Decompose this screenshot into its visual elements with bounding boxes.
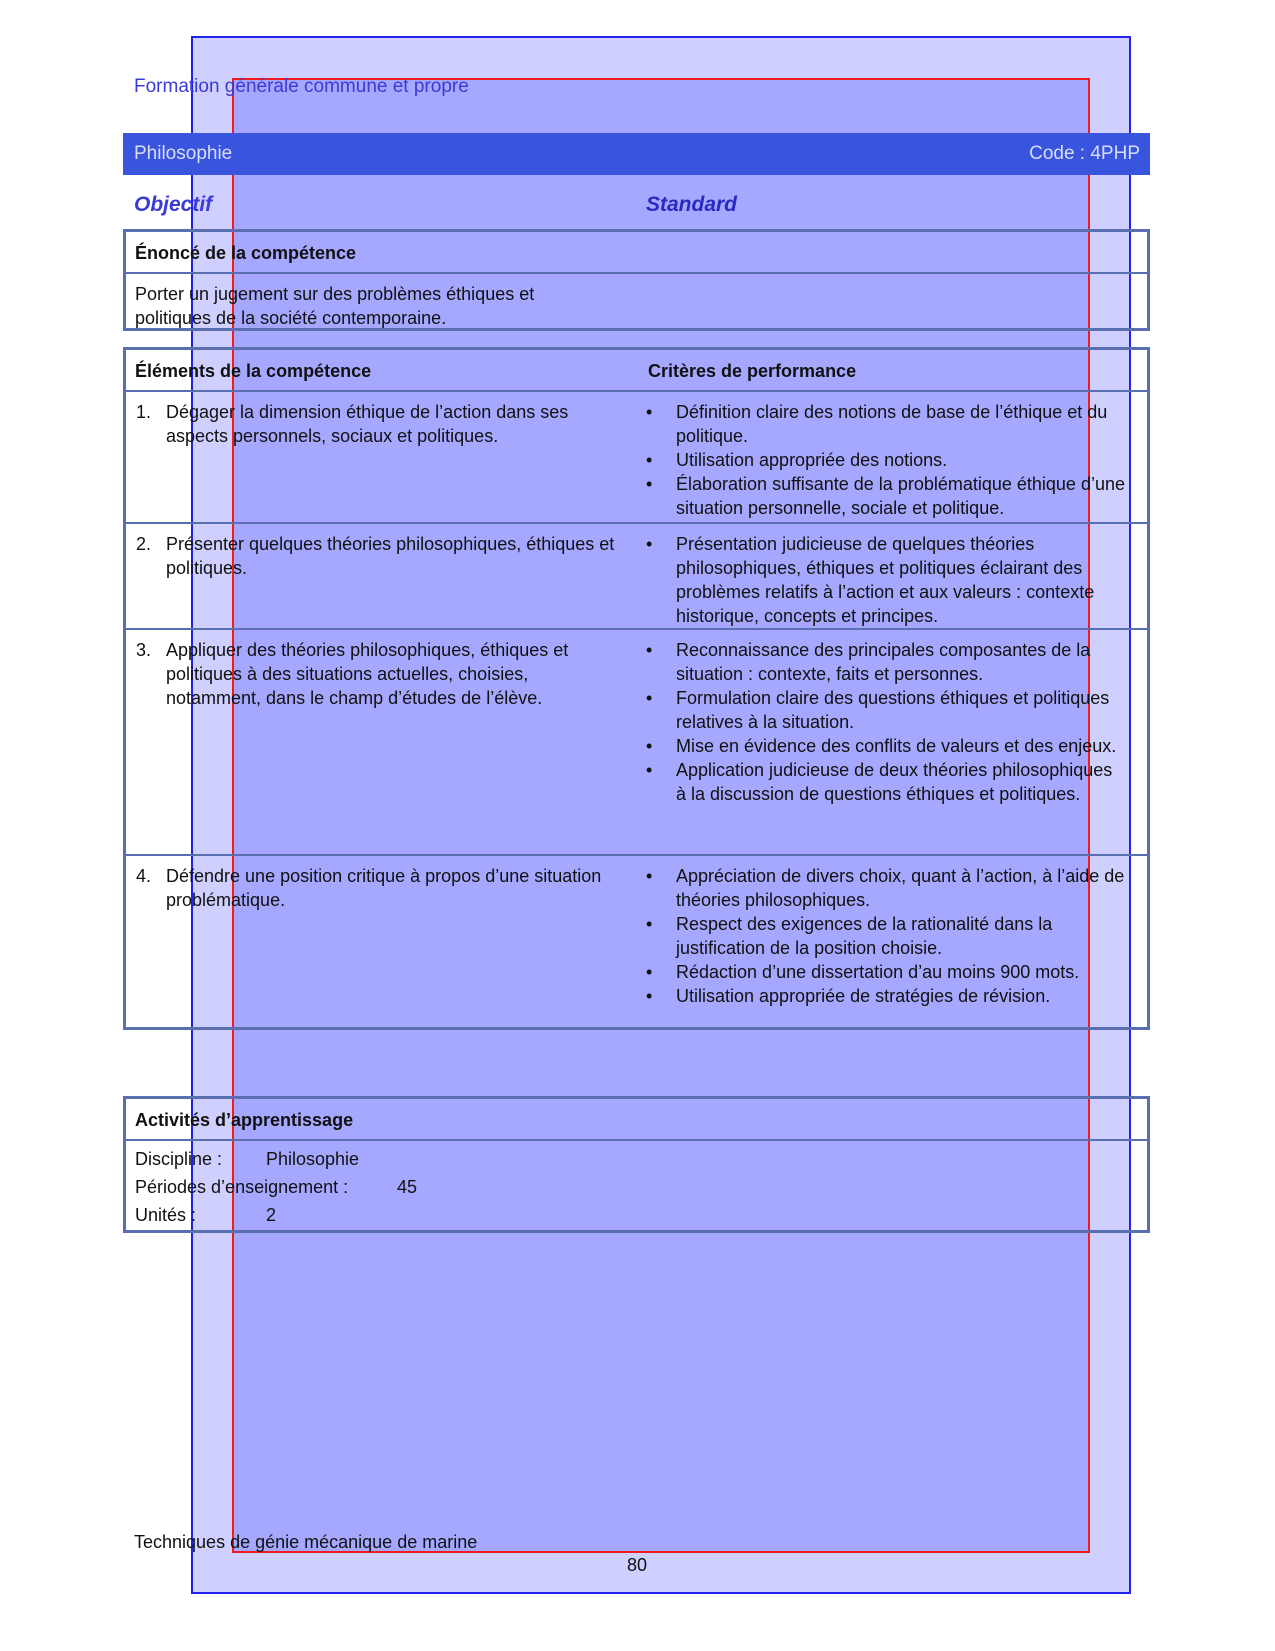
bullet-icon: • <box>646 962 653 982</box>
element-number: 3. <box>136 640 152 660</box>
discipline-label: Discipline : <box>135 1149 223 1169</box>
table-row <box>126 524 1147 630</box>
periods-line <box>135 1175 418 1199</box>
table-row <box>126 630 1147 856</box>
table-row <box>126 856 1147 1028</box>
criteria-list <box>646 532 1126 628</box>
bullet-icon: • <box>646 760 653 780</box>
bullet-icon: • <box>646 474 653 494</box>
bullet-icon: • <box>646 914 653 934</box>
element-text: Présenter quelques théories philosophiques, éthiques et politiques. <box>166 534 615 578</box>
criteria-list <box>646 638 1126 806</box>
bullet-icon: • <box>646 402 653 422</box>
bullet-icon: • <box>646 736 653 756</box>
element-cell <box>136 400 626 448</box>
table-row <box>126 392 1147 524</box>
objective-heading: Objectif <box>134 193 213 216</box>
competence-statement-header <box>126 232 1147 274</box>
element-number: 2. <box>136 534 152 554</box>
subject-name: Philosophie <box>134 143 233 164</box>
learning-activities-header <box>126 1099 1147 1141</box>
element-text: Défendre une position critique à propos d’une situation problématique. <box>166 866 602 910</box>
criteria-item: • Utilisation appropriée des notions. <box>646 450 948 470</box>
standard-heading: Standard <box>646 193 738 216</box>
units-label: Unités : <box>135 1205 197 1225</box>
footer-program: Techniques de génie mécanique de marine <box>134 1532 478 1552</box>
bullet-icon: • <box>646 866 653 886</box>
criteria-item: • Formulation claire des questions éthiques et politiques relatives à la situation. <box>646 688 1110 732</box>
discipline-line <box>135 1147 360 1171</box>
element-number: 1. <box>136 402 152 422</box>
col-elements-heading: Éléments de la compétence <box>135 361 372 381</box>
title-bar <box>123 133 1150 175</box>
element-text: Dégager la dimension éthique de l’action dans ses aspects personnels, sociaux et politiques. <box>166 402 569 446</box>
discipline-value: Philosophie <box>266 1149 360 1169</box>
elements-table-header <box>126 350 1147 392</box>
elements-table <box>123 347 1150 1030</box>
criteria-item: • Respect des exigences de la rationalité dans la justification de la position choisie. <box>646 914 1053 958</box>
criteria-item: • Application judicieuse de deux théories philosophiques à la discussion de questions éthiques et politiques. <box>646 760 1113 804</box>
element-cell <box>136 864 626 912</box>
criteria-item: • Mise en évidence des conflits de valeurs et des enjeux. <box>646 736 1117 756</box>
page-number: 80 <box>627 1555 648 1575</box>
criteria-item: • Présentation judicieuse de quelques théories philosophiques, éthiques et politiques éclairant des problèmes relatifs à l’action et aux valeurs : contexte historique, concepts et principes. <box>646 534 1095 626</box>
criteria-list <box>646 400 1126 520</box>
col-criteria-heading: Critères de performance <box>648 361 857 381</box>
course-code: Code : 4PHP <box>1029 143 1140 164</box>
element-text: Appliquer des théories philosophiques, éthiques et politiques à des situations actuelles, choisies, notamment, dans le champ d’études de l’élève. <box>166 640 569 708</box>
criteria-item: • Appréciation de divers choix, quant à l’action, à l’aide de théories philosophiques. <box>646 866 1125 910</box>
element-cell <box>136 532 626 580</box>
program-title: Formation générale commune et propre <box>134 76 469 97</box>
criteria-item: • Utilisation appropriée de stratégies de révision. <box>646 986 1051 1006</box>
bullet-icon: • <box>646 450 653 470</box>
competence-statement-text: Porter un jugement sur des problèmes éthiques et politiques de la société contemporaine. <box>135 284 535 328</box>
bullet-icon: • <box>646 534 653 554</box>
bullet-icon: • <box>646 640 653 660</box>
element-number: 4. <box>136 866 152 886</box>
criteria-item: • Reconnaissance des principales composantes de la situation : contexte, faits et personnes. <box>646 640 1091 684</box>
units-value: 2 <box>266 1205 277 1225</box>
criteria-item: • Élaboration suffisante de la problématique éthique d’une situation personnelle, sociale et politique. <box>646 474 1125 518</box>
criteria-item: • Rédaction d’une dissertation d’au moins 900 mots. <box>646 962 1080 982</box>
criteria-item: • Définition claire des notions de base de l’éthique et du politique. <box>646 402 1108 446</box>
bullet-icon: • <box>646 986 653 1006</box>
criteria-list <box>646 864 1126 1008</box>
periods-value: 45 <box>397 1177 418 1197</box>
competence-statement-heading: Énoncé de la compétence <box>135 243 357 263</box>
bullet-icon: • <box>646 688 653 708</box>
learning-activities-heading: Activités d’apprentissage <box>135 1110 354 1130</box>
competence-statement-box <box>123 229 1150 331</box>
units-line <box>135 1203 277 1227</box>
learning-activities-box <box>123 1096 1150 1233</box>
element-cell <box>136 638 626 710</box>
periods-label: Périodes d’enseignement : <box>135 1177 349 1197</box>
